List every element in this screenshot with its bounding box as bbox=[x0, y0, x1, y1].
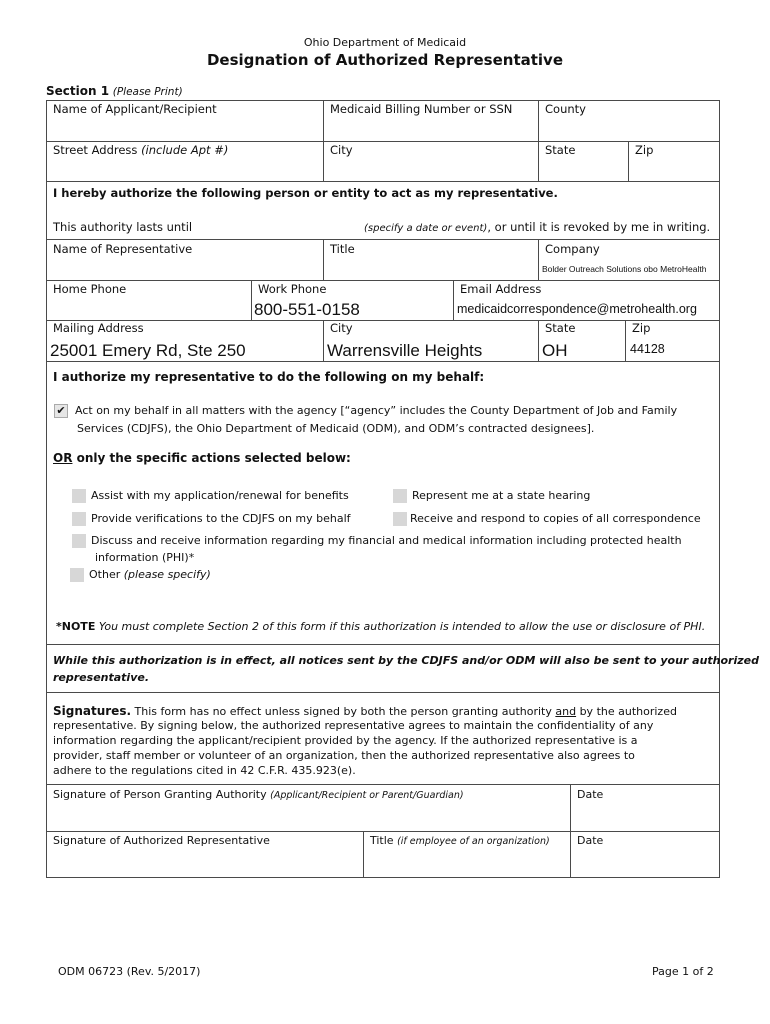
email-value[interactable]: medicaidcorrespondence@metrohealth.org bbox=[457, 302, 697, 316]
applicant-zip-field[interactable] bbox=[630, 158, 717, 179]
authorize-statement: I hereby authorize the following person or entity to act as my representative. bbox=[53, 186, 558, 200]
granting-date-field[interactable] bbox=[572, 804, 717, 829]
street-address-label bbox=[53, 143, 228, 157]
verifications-checkbox[interactable] bbox=[72, 512, 86, 526]
applicant-city-label: City bbox=[330, 143, 353, 157]
all-matters-line2: Services (CDJFS), the Ohio Department of Medicaid (ODM), and ODM’s contracted designees]. bbox=[77, 422, 595, 435]
rep-signature-label: Signature of Authorized Representative bbox=[53, 834, 270, 847]
signatures-line2: representative. By signing below, the authorized representative agrees to maintain the confidentiality of any bbox=[53, 719, 654, 732]
home-phone-field[interactable] bbox=[48, 296, 249, 318]
rep-company-value[interactable]: Bolder Outreach Solutions obo MetroHealth bbox=[542, 264, 707, 274]
phi-note bbox=[56, 620, 705, 634]
rep-sig-title-note: (if employee of an organization) bbox=[397, 836, 550, 847]
rep-sig-date-field[interactable] bbox=[572, 850, 717, 875]
signatures-line3: information regarding the applicant/recipient provided by the agency. If the authorized representative is a bbox=[53, 734, 638, 747]
granting-date-label: Date bbox=[577, 788, 604, 801]
specify-date-note: (specify a date or event) bbox=[364, 223, 488, 234]
form-title: Designation of Authorized Representative bbox=[206, 51, 563, 69]
or-heading-rest: only the specific actions selected below: bbox=[72, 451, 351, 465]
assist-checkbox[interactable] bbox=[72, 489, 86, 503]
correspondence-label: Receive and respond to copies of all correspondence bbox=[410, 512, 701, 525]
granting-signature-label-text: Signature of Person Granting Authority bbox=[53, 788, 267, 801]
county-field[interactable] bbox=[540, 116, 717, 139]
signatures-line4: provider, staff member or volunteer of an organization, then the authorized representative also agrees to bbox=[53, 749, 635, 762]
medicaid-number-label: Medicaid Billing Number or SSN bbox=[330, 102, 513, 116]
rep-name-field[interactable] bbox=[48, 256, 321, 278]
agency-name: Ohio Department of Medicaid bbox=[303, 36, 467, 49]
other-label-note: (please specify) bbox=[123, 568, 211, 581]
county-label: County bbox=[545, 102, 586, 116]
rep-signature-field[interactable] bbox=[48, 850, 361, 875]
verifications-label: Provide verifications to the CDJFS on my behalf bbox=[91, 512, 351, 525]
other-label-text: Other bbox=[89, 568, 121, 581]
applicant-name-field[interactable] bbox=[48, 116, 321, 139]
notices-line1: While this authorization is in effect, all notices sent by the CDJFS and/or ODM will also be sent to your authorized bbox=[53, 654, 759, 667]
granting-signature-note: (Applicant/Recipient or Parent/Guardian) bbox=[270, 790, 464, 801]
phi-note-label: *NOTE bbox=[56, 620, 96, 633]
authority-lasts-label: This authority lasts until bbox=[53, 220, 193, 234]
applicant-state-field[interactable] bbox=[540, 158, 626, 179]
granting-signature-field[interactable] bbox=[48, 804, 568, 829]
mailing-address-value[interactable]: 25001 Emery Rd, Ste 250 bbox=[50, 341, 246, 360]
all-matters-checkbox[interactable]: ✔ bbox=[54, 404, 68, 418]
applicant-state-label: State bbox=[545, 143, 576, 157]
signatures-heading: Signatures. bbox=[53, 704, 132, 718]
street-address-label-text: Street Address bbox=[53, 143, 138, 157]
discuss-info-checkbox[interactable] bbox=[72, 534, 86, 548]
rep-state-value[interactable]: OH bbox=[542, 341, 568, 360]
authority-lasts-field[interactable] bbox=[192, 216, 360, 234]
rep-city-label: City bbox=[330, 321, 353, 335]
street-address-note: (include Apt #) bbox=[141, 143, 229, 157]
or-word: OR bbox=[53, 451, 73, 465]
rep-sig-title-field[interactable] bbox=[365, 850, 568, 875]
rep-title-field[interactable] bbox=[325, 256, 536, 278]
page-number: Page 1 of 2 bbox=[652, 965, 714, 978]
rep-state-label: State bbox=[545, 321, 576, 335]
section1-title: Section 1 bbox=[46, 84, 110, 98]
rep-sig-title-label bbox=[370, 834, 550, 849]
other-label bbox=[89, 568, 211, 582]
correspondence-checkbox[interactable] bbox=[393, 512, 407, 526]
rep-sig-title-text: Title bbox=[370, 834, 394, 847]
other-checkbox[interactable] bbox=[70, 568, 84, 582]
signatures-line5: adhere to the regulations cited in 42 C.F.R. 435.923(e). bbox=[53, 764, 356, 777]
all-matters-line1: Act on my behalf in all matters with the agency [“agency” includes the County Department of Job and Family bbox=[75, 404, 678, 417]
discuss-info-line2: information (PHI)* bbox=[95, 551, 195, 564]
phi-note-text: You must complete Section 2 of this form if this authorization is intended to allow the use or disclosure of PHI. bbox=[95, 620, 706, 633]
signatures-line1 bbox=[53, 704, 677, 719]
section1-note: (Please Print) bbox=[112, 86, 183, 98]
rep-city-value[interactable]: Warrensville Heights bbox=[327, 341, 483, 360]
rep-company-label: Company bbox=[545, 242, 600, 256]
revoked-text: , or until it is revoked by me in writing. bbox=[487, 220, 711, 234]
form-number: ODM 06723 (Rev. 5/2017) bbox=[58, 965, 201, 978]
hearing-label: Represent me at a state hearing bbox=[412, 489, 591, 502]
medicaid-number-field[interactable] bbox=[325, 116, 536, 139]
assist-label: Assist with my application/renewal for benefits bbox=[91, 489, 349, 502]
signatures-text1a: This form has no effect unless signed by both the person granting authority bbox=[131, 705, 556, 718]
signatures-and: and bbox=[555, 705, 577, 718]
rep-name-label: Name of Representative bbox=[53, 242, 193, 256]
notices-line2: representative. bbox=[53, 671, 150, 684]
authority-revocation-text bbox=[364, 220, 710, 236]
actions-heading: I authorize my representative to do the following on my behalf: bbox=[53, 370, 485, 384]
or-heading bbox=[53, 451, 351, 465]
rep-title-label: Title bbox=[330, 242, 355, 256]
rep-sig-date-label: Date bbox=[577, 834, 604, 847]
rep-zip-value[interactable]: 44128 bbox=[630, 342, 665, 356]
home-phone-label: Home Phone bbox=[53, 282, 127, 296]
section1-heading bbox=[46, 84, 183, 99]
work-phone-value[interactable]: 800-551-0158 bbox=[254, 300, 360, 319]
applicant-city-field[interactable] bbox=[325, 158, 536, 179]
street-address-field[interactable] bbox=[48, 158, 321, 179]
work-phone-label: Work Phone bbox=[258, 282, 327, 296]
applicant-name-label: Name of Applicant/Recipient bbox=[53, 102, 217, 116]
discuss-info-line1: Discuss and receive information regarding my financial and medical information including protected health bbox=[91, 534, 682, 547]
applicant-zip-label: Zip bbox=[635, 143, 654, 157]
rep-zip-label: Zip bbox=[632, 321, 651, 335]
email-label: Email Address bbox=[460, 282, 542, 296]
signatures-text1b: by the authorized bbox=[576, 705, 677, 718]
mailing-address-label: Mailing Address bbox=[53, 321, 144, 335]
hearing-checkbox[interactable] bbox=[393, 489, 407, 503]
granting-signature-label bbox=[53, 788, 464, 803]
